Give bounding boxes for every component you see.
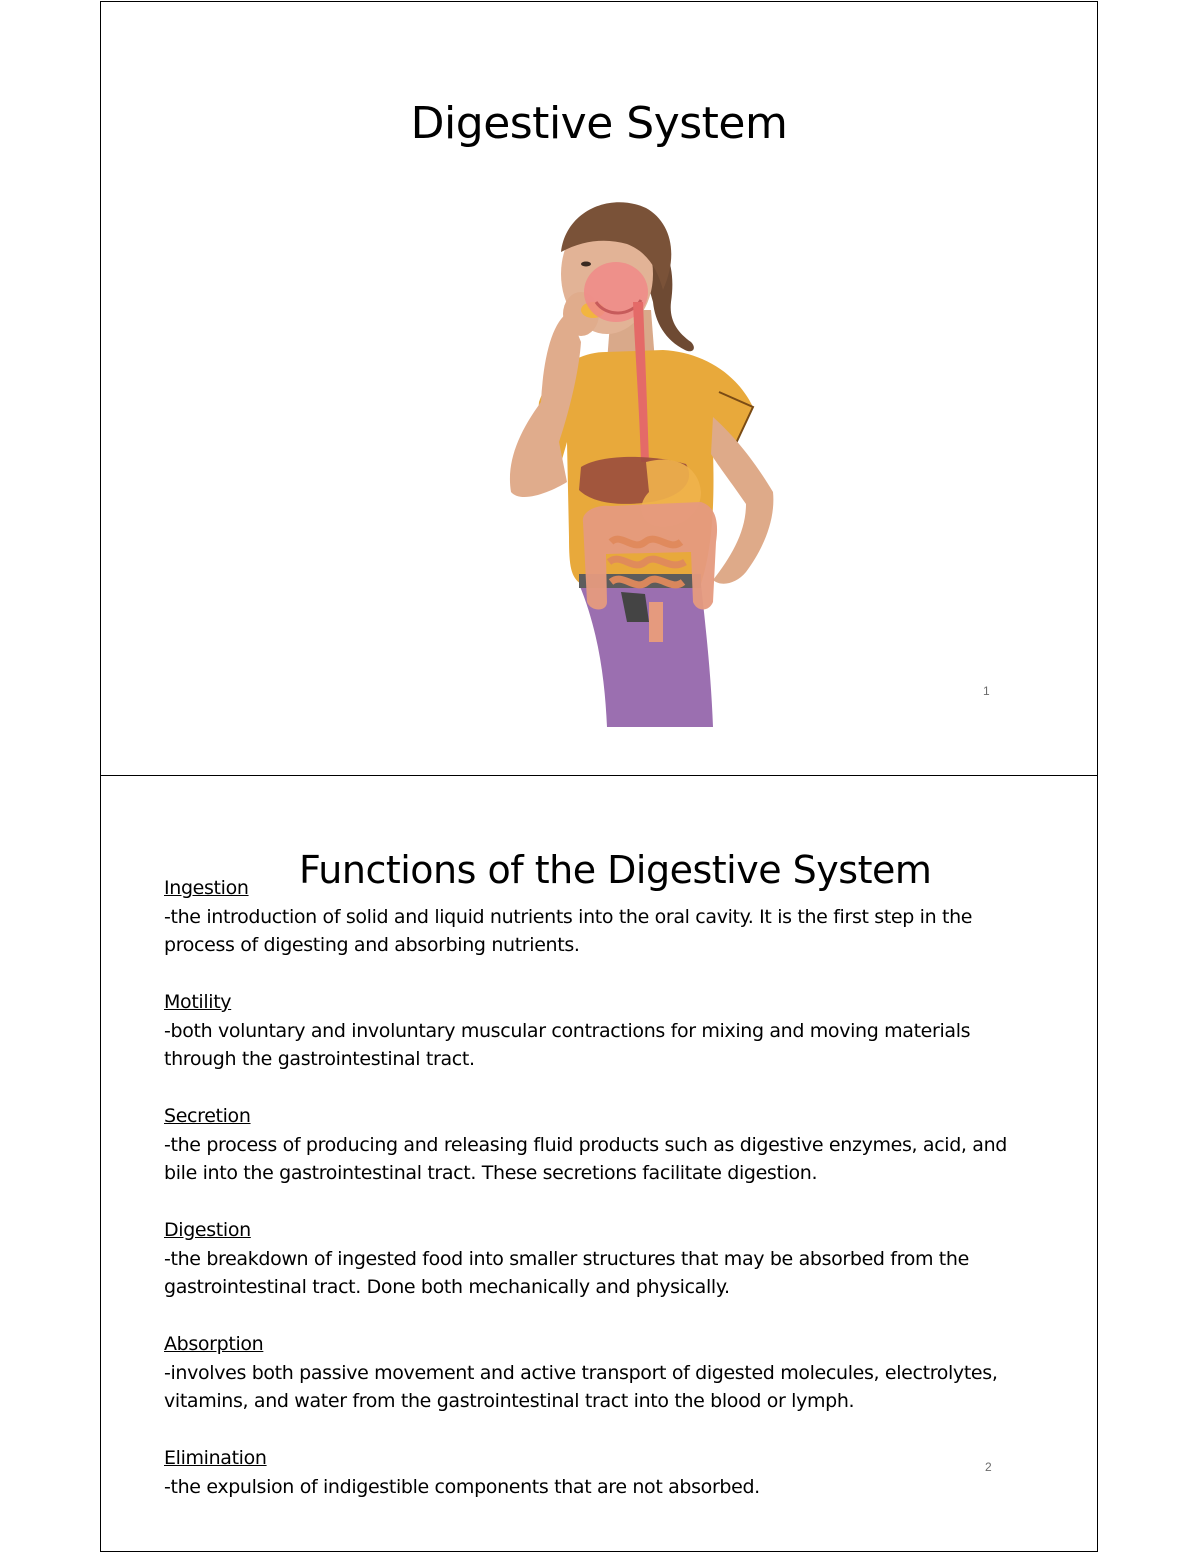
function-description: -involves both passive movement and active transport of digested molecules, electrolytes, vitamins, and water from the gastrointestinal tract into the blood or lymph. xyxy=(164,1361,998,1412)
page-number: 1 xyxy=(983,684,990,698)
page-number: 2 xyxy=(985,1460,992,1474)
slide-2-title: Functions of the Digestive System xyxy=(299,848,932,892)
girl-digestive-system-illustration xyxy=(401,192,821,727)
function-description: -both voluntary and involuntary muscular contractions for mixing and moving materials through the gastrointestinal tract. xyxy=(164,1019,971,1070)
function-term: Elimination xyxy=(164,1447,267,1469)
function-item xyxy=(164,1330,1024,1416)
slide-1 xyxy=(100,1,1098,776)
function-term: Ingestion xyxy=(164,877,249,899)
slide-1-title: Digestive System xyxy=(410,98,788,149)
function-item xyxy=(164,988,1024,1074)
function-item xyxy=(164,1216,1024,1302)
function-item xyxy=(164,874,1024,960)
function-term: Motility xyxy=(164,991,232,1013)
function-term: Absorption xyxy=(164,1333,264,1355)
functions-list xyxy=(164,874,1024,1530)
function-description: -the expulsion of indigestible components that are not absorbed. xyxy=(164,1475,760,1498)
function-term: Digestion xyxy=(164,1219,251,1241)
function-description: -the breakdown of ingested food into smaller structures that may be absorbed from the gastrointestinal tract. Done both mechanically and physically. xyxy=(164,1247,969,1298)
function-description: -the process of producing and releasing fluid products such as digestive enzymes, acid, and bile into the gastrointestinal tract. These secretions facilitate digestion. xyxy=(164,1133,1008,1184)
function-item xyxy=(164,1102,1024,1188)
function-item xyxy=(164,1444,1024,1501)
slide-2 xyxy=(100,775,1098,1552)
function-description: -the introduction of solid and liquid nutrients into the oral cavity. It is the first step in the process of digesting and absorbing nutrients. xyxy=(164,905,973,956)
function-term: Secretion xyxy=(164,1105,251,1127)
